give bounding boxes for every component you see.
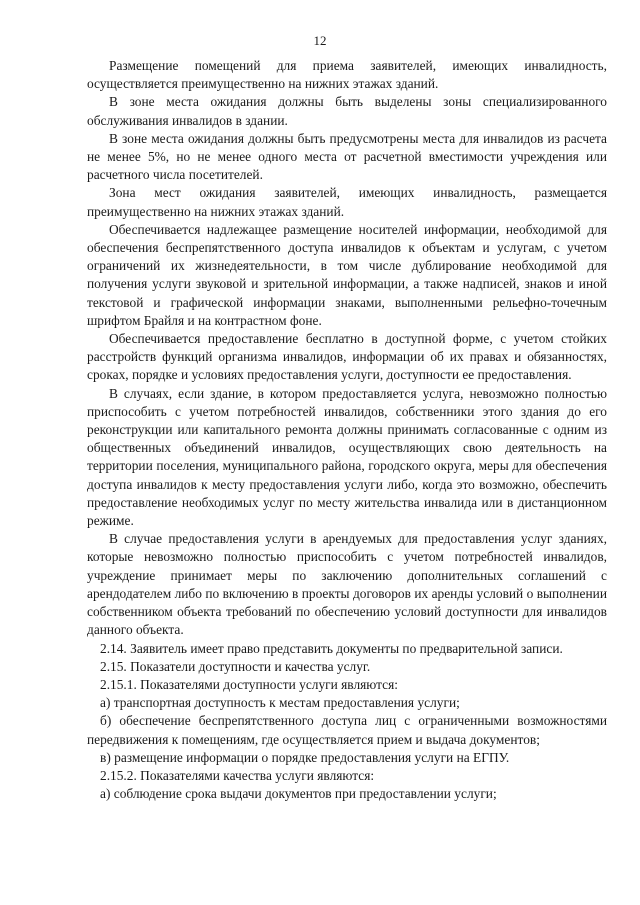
paragraph: Обеспечивается предоставление бесплатно в доступной форме, с учетом стойких расстройств функций организма инвалидов, информации об их правах и обязанностях, сроках, порядке и условиях предоставления услуги, доступности ее предоставления. [87, 331, 607, 383]
paragraph: В случаях, если здание, в котором предоставляется услуга, невозможно полностью приспособить с учетом потребностей инвалидов, собственники этого здания до его реконструкции или капитального ремонта должны принимать согласованные с одним из общественных объединений инвалидов, осуществляющих свою деятельность на территории поселения, муниципального района, городского округа, меры для обеспечения доступа инвалидов к месту предоставления услуги либо, когда это возможно, обеспечить предоставление необходимых услуг по месту жительства инвалида или в дистанционном режиме. [87, 385, 607, 529]
paragraph: Обеспечивается надлежащее размещение носителей информации, необходимой для обеспечения беспрепятственного доступа инвалидов к объектам и услугам, с учетом ограничений их жизнедеятельности, в том числе дублирование необходимой для получения услуги звуковой и зрительной информации, а также надписей, знаков и иной текстовой и графической информации знаками, выполненными рельефно-точечным шрифтом Брайля и на контрастном фоне. [87, 221, 607, 328]
section-paragraph: 2.14. Заявитель имеет право представить документы по предварительной записи. [100, 640, 563, 656]
section-heading: 2.15. Показатели доступности и качества услуг. [100, 658, 371, 674]
list-item: а) соблюдение срока выдачи документов при предоставлении услуги; [100, 786, 497, 802]
paragraph: Зона мест ожидания заявителей, имеющих инвалидность, размещается преимущественно на нижних этажах зданий. [87, 185, 607, 219]
subsection-heading: 2.15.2. Показателями качества услуги являются: [100, 767, 375, 783]
paragraph: В зоне места ожидания должны быть предусмотрены места для инвалидов из расчета не менее 5%, но не менее одного места от расчетной вместимости учреждения или расчетного числа посетителей. [87, 130, 607, 183]
list-item: в) размещение информации о порядке предоставления услуги на ЕГПУ. [100, 749, 510, 765]
subsection-heading: 2.15.1. Показателями доступности услуги являются: [100, 676, 398, 692]
paragraph: Размещение помещений для приема заявителей, имеющих инвалидность, осуществляется преимущественно на нижних этажах зданий. [87, 58, 607, 92]
list-item: б) обеспечение беспрепятственного доступа лиц с ограниченными возможностями передвижения к помещениям, где осуществляется прием и выдача документов; [87, 713, 607, 747]
list-item: а) транспортная доступность к местам предоставления услуги; [100, 695, 460, 711]
paragraph: В случае предоставления услуги в арендуемых для предоставления услуг зданиях, которые невозможно полностью приспособить с учетом потребностей инвалидов, учреждение принимает меры по заключению дополнительных соглашений с арендодателем либо по включению в проекты договоров их аренды условий о выполнении собственником объекта требований по обеспечению условий доступности для инвалидов данного объекта. [87, 531, 607, 638]
document-body [87, 57, 607, 803]
page-number: 12 [313, 33, 327, 48]
paragraph: В зоне места ожидания должны быть выделены зоны специализированного обслуживания инвалидов в здании. [87, 94, 607, 128]
